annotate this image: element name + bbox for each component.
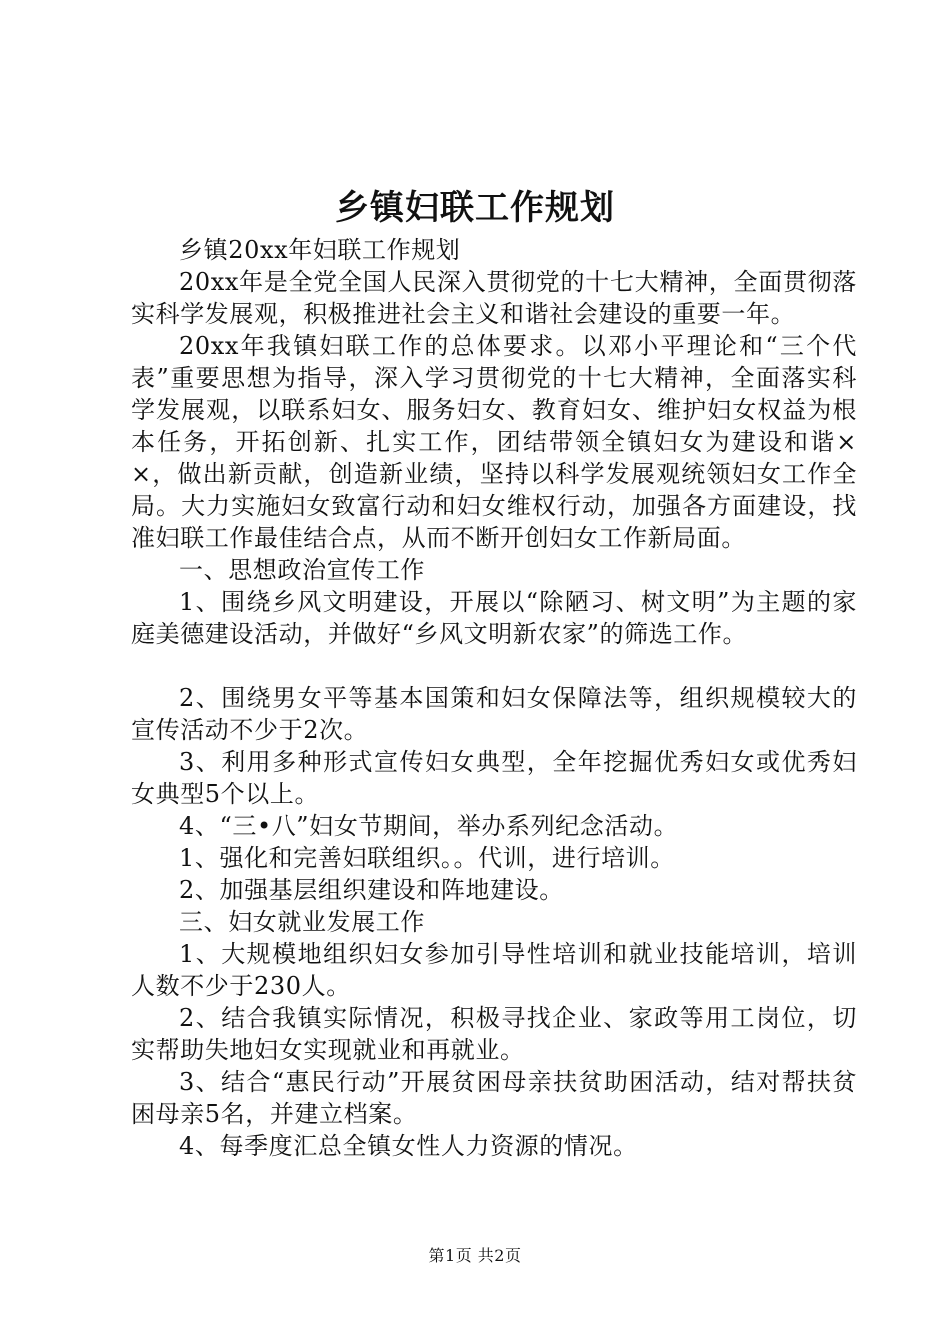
paragraph: 2、加强基层组织建设和阵地建设。 xyxy=(179,876,564,904)
paragraph: 2、围绕男女平等基本国策和妇女保障法等，组织规模较大的宣传活动不少于2次。 xyxy=(131,684,857,744)
section-heading: 一、思想政治宣传工作 xyxy=(179,556,425,584)
paragraph: 乡镇20xx年妇联工作规划 xyxy=(179,236,461,264)
document-title: 乡镇妇联工作规划 xyxy=(335,188,615,228)
blank-line xyxy=(131,650,857,682)
paragraph: 1、大规模地组织妇女参加引导性培训和就业技能培训，培训人数不少于230人。 xyxy=(131,940,857,1000)
paragraph: 20xx年是全党全国人民深入贯彻党的十七大精神，全面贯彻落实科学发展观，积极推进社会主义和谐社会建设的重要一年。 xyxy=(131,268,857,328)
paragraph: 4、每季度汇总全镇女性人力资源的情况。 xyxy=(179,1132,638,1160)
paragraph: 1、围绕乡风文明建设，开展以“除陋习、树文明”为主题的家庭美德建设活动，并做好“乡风文明新农家”的筛选工作。 xyxy=(131,588,857,648)
page-number-footer: 第1页 共2页 xyxy=(428,1246,522,1265)
paragraph: 3、利用多种形式宣传妇女典型，全年挖掘优秀妇女或优秀妇女典型5个以上。 xyxy=(131,748,857,808)
paragraph: 2、结合我镇实际情况，积极寻找企业、家政等用工岗位，切实帮助失地妇女实现就业和再就业。 xyxy=(131,1004,857,1064)
paragraph: 20xx年我镇妇联工作的总体要求。以邓小平理论和“三个代表”重要思想为指导，深入学习贯彻党的十七大精神，全面落实科学发展观，以联系妇女、服务妇女、教育妇女、维护妇女权益为根本任务，开拓创新、扎实工作，团结带领全镇妇女为建设和谐××，做出新贡献，创造新业绩，坚持以科学发展观统领妇女工作全局。大力实施妇女致富行动和妇女维权行动，加强各方面建设，找准妇联工作最佳结合点，从而不断开创妇女工作新局面。 xyxy=(131,332,857,552)
paragraph: 4、“三•八”妇女节期间，举办系列纪念活动。 xyxy=(179,812,679,840)
paragraph: 3、结合“惠民行动”开展贫困母亲扶贫助困活动，结对帮扶贫困母亲5名，并建立档案。 xyxy=(131,1068,857,1128)
document-body xyxy=(131,234,857,1162)
paragraph: 1、强化和完善妇联组织。。代训，进行培训。 xyxy=(179,844,675,872)
section-heading: 三、妇女就业发展工作 xyxy=(179,908,425,936)
